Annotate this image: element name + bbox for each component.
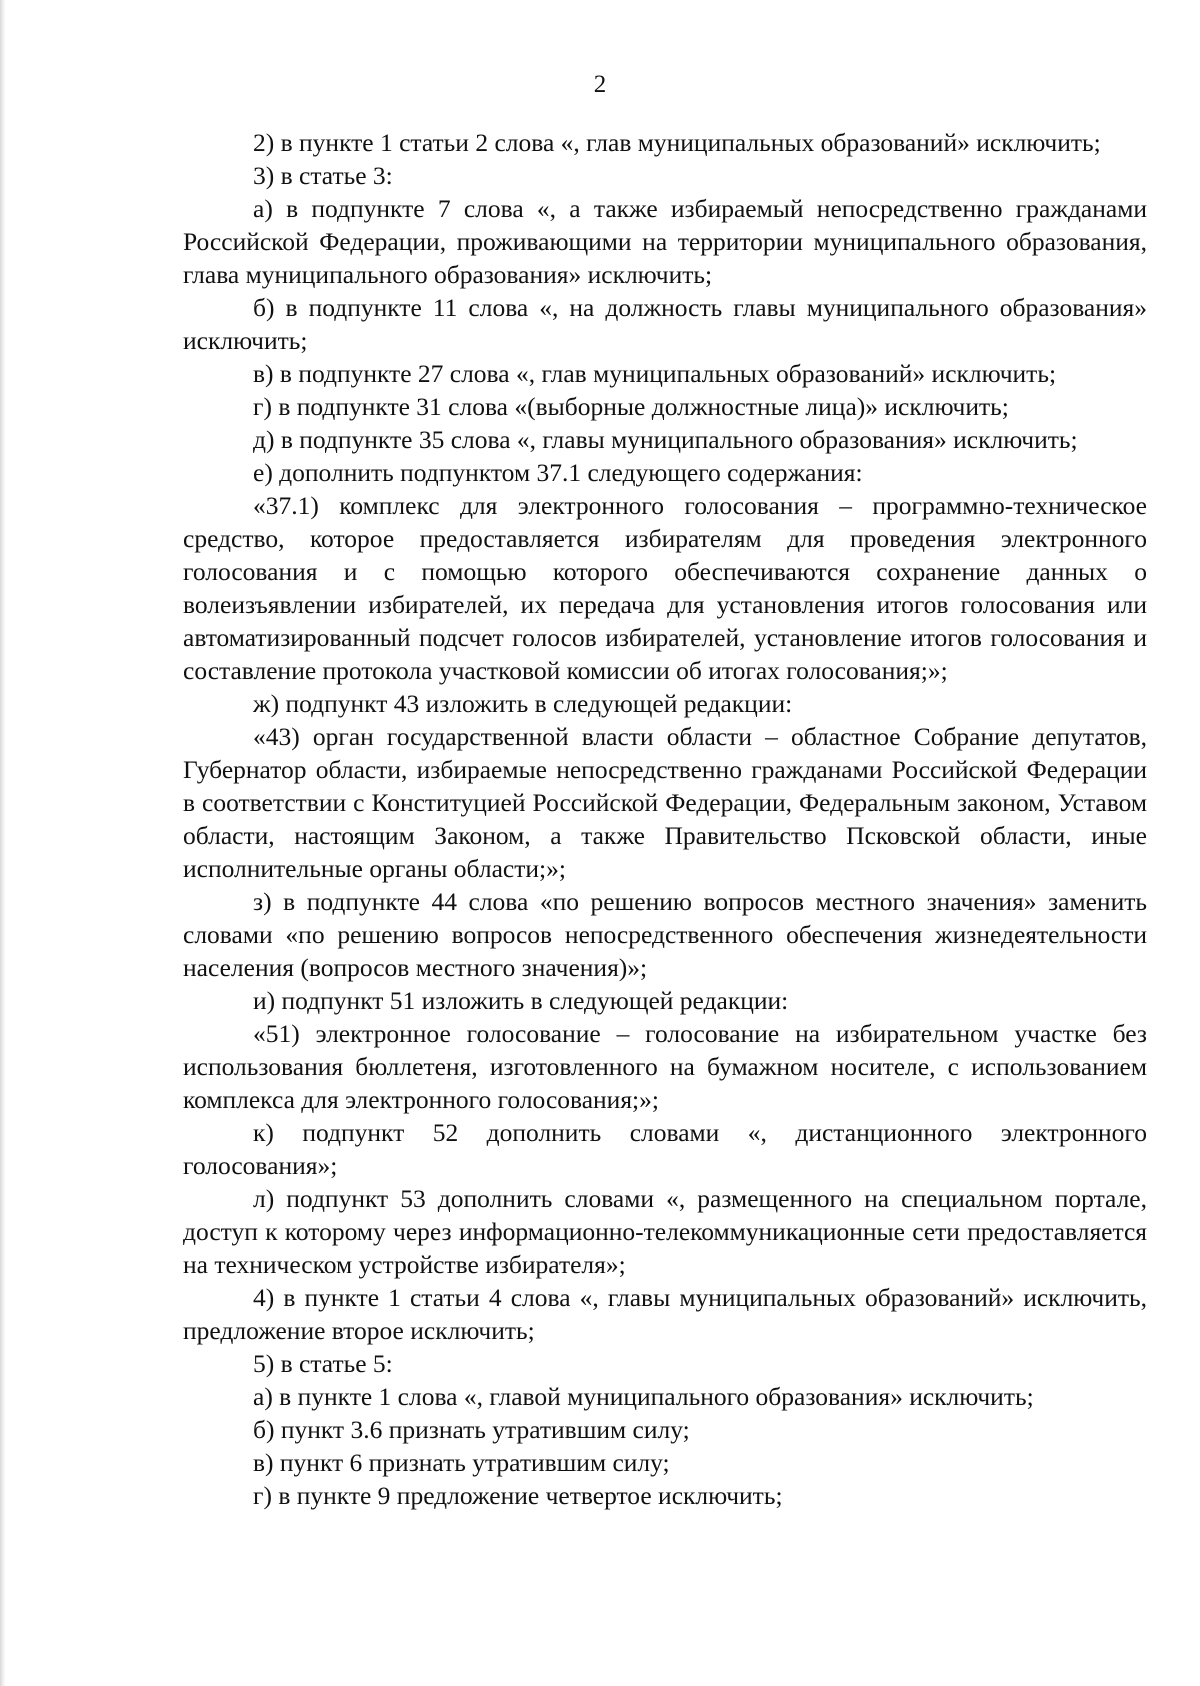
paragraph-5-article-5: 5) в статье 5: <box>253 1349 393 1378</box>
paragraph-3l: л) подпункт 53 дополнить словами «, размещенного на специальном портале, доступ к которому через информационно-телекоммуникационные сети предоставляется на техническом устройстве избирателя»; <box>183 1184 1147 1279</box>
paragraph-3-article-3: 3) в статье 3: <box>253 161 393 190</box>
paragraph-43-definition: «43) орган государственной власти области – областное Собрание депутатов, Губернатор области, избираемые непосредственно гражданами Российской Федерации в соответствии с Конституцией Российской Федерации, Федеральным законом, Уставом области, настоящим Законом, а также Правительство Псковской области, иные исполнительные органы области;»; <box>183 722 1147 883</box>
paragraph-37-1-definition: «37.1) комплекс для электронного голосования – программно-техническое средство, которое предоставляется избирателям для проведения электронного голосования и с помощью которого обеспечиваются сохранение данных о волеизъявлении избирателей, их передача для установления итогов голосования или автоматизированный подсчет голосов избирателей, установление итогов голосования и составление протокола участковой комиссии об итогах голосования;»; <box>183 491 1147 685</box>
page-number: 2 <box>593 71 607 98</box>
paragraph-3v: в) в подпункте 27 слова «, глав муниципальных образований» исключить; <box>253 359 1057 388</box>
document-body <box>183 126 1147 1512</box>
paragraph-3k: к) подпункт 52 дополнить словами «, дистанционного электронного голосования»; <box>183 1118 1147 1180</box>
paragraph-3e: е) дополнить подпунктом 37.1 следующего содержания: <box>253 458 863 487</box>
paragraph-5a: а) в пункте 1 слова «, главой муниципального образования» исключить; <box>253 1382 1034 1411</box>
paragraph-5v: в) пункт 6 признать утратившим силу; <box>253 1448 670 1477</box>
paragraph-3g: г) в подпункте 31 слова «(выборные должностные лица)» исключить; <box>253 392 1009 421</box>
paragraph-3z: з) в подпункте 44 слова «по решению вопросов местного значения» заменить словами «по решению вопросов непосредственного обеспечения жизнедеятельности населения (вопросов местного значения)»; <box>183 887 1147 982</box>
paragraph-4-article-4: 4) в пункте 1 статьи 4 слова «, главы муниципальных образований» исключить, предложение второе исключить; <box>183 1283 1147 1345</box>
paragraph-3i: и) подпункт 51 изложить в следующей редакции: <box>253 986 789 1015</box>
paragraph-3zh: ж) подпункт 43 изложить в следующей редакции: <box>253 689 793 718</box>
paragraph-2-article-2: 2) в пункте 1 статьи 2 слова «, глав муниципальных образований» исключить; <box>253 128 1101 157</box>
paragraph-5g: г) в пункте 9 предложение четвертое исключить; <box>253 1481 783 1510</box>
paragraph-5b: б) пункт 3.6 признать утратившим силу; <box>253 1415 690 1444</box>
scan-edge <box>0 0 6 1686</box>
paragraph-51-definition: «51) электронное голосование – голосование на избирательном участке без использования бюллетеня, изготовленного на бумажном носителе, с использованием комплекса для электронного голосования;»; <box>183 1019 1147 1114</box>
paragraph-3d: д) в подпункте 35 слова «, главы муниципального образования» исключить; <box>253 425 1078 454</box>
paragraph-3b: б) в подпункте 11 слова «, на должность главы муниципального образования» исключить; <box>183 293 1147 355</box>
paragraph-3a: а) в подпункте 7 слова «, а также избираемый непосредственно гражданами Российской Федерации, проживающими на территории муниципального образования, глава муниципального образования» исключить; <box>183 194 1147 289</box>
